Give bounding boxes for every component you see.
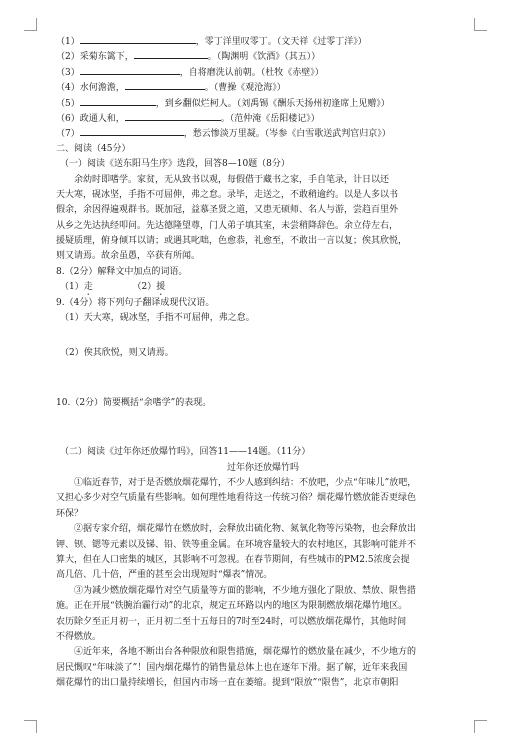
passage-line: 则又请焉。故余虽愚，卒获有所闻。 [56, 251, 201, 262]
dotted-word: 援 [156, 282, 166, 293]
fill-line-3: （3） ，自将磨洗认前朝。（杜牧《赤壁》） [56, 65, 470, 80]
answer-space[interactable] [56, 326, 470, 346]
article-line: 不得燃放。 [56, 631, 102, 642]
corner-mark-top-right [474, 18, 487, 31]
question-9-item-1: （1）天大寒，砚冰坚，手指不可屈伸，弗之怠。 [60, 313, 255, 324]
passage-line: 援疑质理，俯身倾耳以请；或遇其叱咄，色愈恭，礼愈至，不敢出一言以复；俟其欣悦， [56, 236, 408, 247]
answer-blank[interactable] [80, 34, 196, 44]
question-8: 8.（2分）解释文中加点的词语。 [56, 266, 188, 277]
article-line: 烟花爆竹的出口量持续增长，但国内市场一直在萎缩。提到“限放”“限售”，北京市朝阳 [56, 678, 399, 689]
document-body [56, 34, 470, 691]
question-10: 10.（2分）简要概括“余嗜学”的表现。 [56, 397, 212, 408]
article-line: 施。正在开展“铁腕治霾行动”的北京，规定五环路以内的地区为限制燃放烟花爆竹地区。 [56, 601, 408, 612]
fill-line-1: （1） ，零丁洋里叹零丁。（文天祥《过零丁洋》） [56, 34, 470, 49]
answer-blank[interactable] [125, 80, 205, 90]
article-line: 又担心多少对空气质量有些影响。如何理性地看待这一传统习俗？烟花爆竹燃放能否更绿色 [56, 493, 417, 504]
answer-blank[interactable] [80, 65, 180, 75]
fill-line-6: （6）政通人和， 。（范仲淹《岳阳楼记》） [56, 111, 470, 126]
article-line: 农历除夕至正月初一，正月初二至十五每日的7时至24时，可以燃放烟花爆竹，其他时间 [56, 616, 407, 627]
article-line: 算大，但在人口密集的城区，其影响不可忽视。在春节期间，有些城市的PM2.5浓度会提 [56, 554, 410, 565]
article-line: 高几倍、几十倍，严重的甚至会出现短时“爆表”情况。 [56, 570, 273, 581]
article-line: ③为减少燃放烟花爆竹对空气质量等方面的影响，不少地方强化了限放、禁放、限售措 [74, 585, 417, 596]
answer-blank[interactable] [125, 111, 221, 121]
article-line: 环保？ [56, 508, 84, 519]
question-9: 9.（4分）将下列句子翻译成现代汉语。 [56, 297, 215, 308]
answer-space[interactable] [56, 411, 470, 445]
passage-line: 假余，余因得遍观群书。既加冠，益慕圣贤之道，又患无硕师、名人与游，尝趋百里外 [56, 205, 399, 216]
passage-line: 从乡之先达执经叩问。先达德隆望尊，门人弟子填其室，未尝稍降辞色。余立侍左右， [56, 220, 399, 231]
part2-heading: （二）阅读《过年你还放爆竹吗》，回答11——14题。（11分） [60, 447, 311, 458]
corner-mark-top-left [24, 18, 37, 31]
question-8-items: （1）走 （2）援 [60, 282, 166, 293]
fill-line-2: （2）采菊东篱下， 。（陶渊明《饮酒》（其五）） [56, 49, 470, 64]
question-9-item-2: （2）俟其欣悦，则又请焉。 [60, 348, 174, 359]
corner-mark-bottom-right [474, 720, 487, 733]
answer-space[interactable] [56, 362, 470, 396]
section-heading: 二、阅读（45分） [56, 143, 131, 154]
article-line: ②据专家介绍，烟花爆竹在燃放时，会释放出硫化物、氮氧化物等污染物，也会释放出 [74, 524, 417, 535]
passage-line: 余幼时即嗜学。家贫，无从致书以观，每假借于藏书之家，手自笔录，计日以还 [74, 174, 390, 185]
answer-blank[interactable] [80, 96, 156, 106]
dotted-word: 走 [83, 282, 93, 293]
article-line: 钾、钡、锶等元素以及锑、铅、铁等重金属。在环境容量较大的农村地区，其影响可能并不 [56, 539, 417, 550]
answer-blank[interactable] [80, 126, 184, 136]
fill-line-5: （5） ，到乡翻似烂柯人。（刘禹锡《酬乐天扬州初逢席上见赠》） [56, 96, 470, 111]
corner-mark-bottom-left [24, 720, 37, 733]
article-line: ①临近春节，对于是否燃放烟花爆竹，不少人感到纠结：不放吧，少点“年味儿”放吧， [74, 477, 417, 488]
article-line: 居民慨叹“年味淡了”！国内烟花爆竹的销售量总体上也在逐年下滑。据了解，近年来我国 [56, 662, 408, 673]
answer-blank[interactable] [134, 49, 208, 59]
article-line: ④近年来，各地不断出台各种限放和限售措施，烟花爆竹的燃放量在减少，不少地方的 [74, 647, 417, 658]
part1-heading: （一）阅读《送东阳马生序》选段，回答8—10题（8分） [60, 159, 290, 170]
article-title: 过年你还放爆竹吗 [226, 462, 299, 473]
fill-line-7: （7） ，愁云惨淡万里凝。（岑参《白雪歌送武判官归京》） [56, 126, 470, 141]
fill-line-4: （4）水何澹澹， 。（曹操《观沧海》） [56, 80, 470, 95]
passage-line: 天大寒，砚冰坚，手指不可屈伸，弗之怠。录毕，走送之，不敢稍逾约。以是人多以书 [56, 189, 399, 200]
